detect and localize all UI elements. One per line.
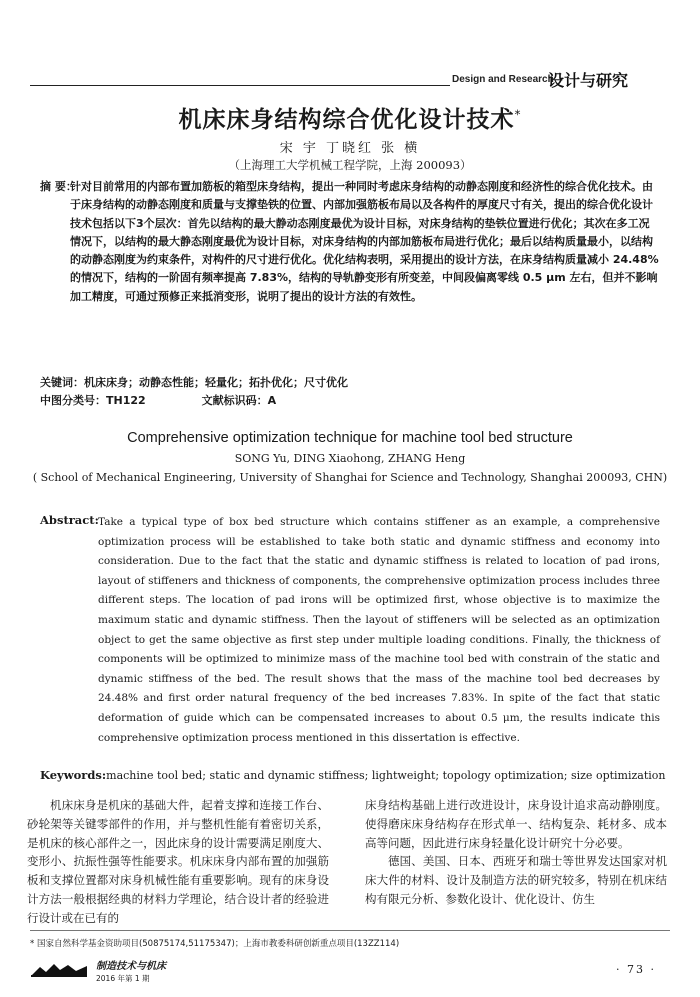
section-label-cn: 设计与研究 [548,71,629,90]
page-number: · 73 · [616,963,656,976]
body-column-right [365,796,667,909]
paper-title-text: 机床床身结构综合优化设计技术 [178,107,515,133]
paper-title-en: Comprehensive optimization technique for machine tool bed structure [127,430,573,446]
body-paragraph: 床身结构基础上进行改进设计，床身设计追求高动静刚度。使得磨床床身结构存在形式单一、结构复杂、耗材多、成本高等问题，因此进行床身轻量化设计研究十分必要。 [365,798,667,850]
affiliation-en: ( School of Mechanical Engineering, University of Shanghai for Science and Technology, Shanghai 200093, CHN) [32,471,668,484]
classification-row [40,392,276,408]
abstract-en-text: Take a typical type of box bed structure which contains stiffener as an example, a comprehensive optimization process will be established to take both static and dynamic stiffness and economy into consideration. Due to the fact that the static and dynamic stiffness is related to location of pad irons, layout of stiffeners and thickness of components, the comprehensive optimization process includes three different steps. The location of pad irons will be optimized first, whose objective is to maximize the maximum static and dynamic stiffness. Then the layout of stiffeners will be selected as an optimization object to get the same objective as first step under multiple loading conditions. Finally, the thickness of components will be optimized to minimize mass of the machine tool bed with constrain of the static and dynamic stiffness of the bed. The result shows that the mass of the machine tool bed decreases by 24.48% and first order natural frequency of the bed increases 7.83%. In spite of the fact that static deformation of guide which can be compensated increases to about 0.5 μm, the results indicate this comprehensive optimization process mentioned in this dissertation is effective. [98,516,660,744]
abstract-cn-label: 摘 要： [40,180,77,193]
paper-title-cn [0,101,700,134]
body-paragraph: 德国、美国、日本、西班牙和瑞士等世界发达国家对机床大件的材料、设计及制造方法的研究较多，特别在机床结构有限元分析、参数化设计、优化设计、仿生 [365,854,667,906]
keywords-en-label: Keywords: [40,768,107,782]
authors-en: SONG Yu, DING Xiaohong, ZHANG Heng [234,452,466,465]
abstract-cn-text: 针对目前常用的内部布置加筋板的箱型床身结构，提出一种同时考虑床身结构的动静态刚度和经济性的综合优化技术。由于床身结构的动静态刚度和质量与支撑垫铁的位置、内部加强筋板布局以及各构件的厚度尺寸有关，提出的综合优化设计技术包括以下3个层次：首先以结构的最大静动态刚度最优为设计目标，对床身结构的垫铁位置进行优化；其次在多工况情况下，以结构的最大静态刚度最优为设计目标，对床身结构的内部加筋板布局进行优化；最后以结构质量最小，以结构的动静态刚度为约束条件，对构件的尺寸进行优化。优化结构表明，采用提出的设计方法，在床身结构质量减小 24.48% 的情况下，结构的一阶固有频率提高 7.83%，结构的导轨静变形有所变差，中间段偏离零线 0.5 μm 左右，但并不影响加工精度，可通过预修正来抵消变形，说明了提出的设计方法的有效性。 [70,180,659,303]
header-rule [30,85,450,86]
title-footnote-mark: * [514,107,522,122]
clc-number: 中图分类号：TH122 [40,394,146,407]
keywords-en-text: machine tool bed; static and dynamic stiffness; lightweight; topology optimization; size optimization [106,769,666,782]
body-paragraph: 机床床身是机床的基础大件，起着支撑和连接工作台、砂轮架等关键零部件的作用，并与整机性能有着密切关系，是机床的核心部件之一，因此床身的设计需要满足刚度大、变形小、抗振性强等性能要求。机床床身内部布置的加强筋板和支撑位置都对床身机械性能有重要影响。现有的床身设计方法一般根据经典的材料力学理论，结合设计者的经验进行设计或在已有的 [27,798,329,925]
keywords-cn: 关键词：机床床身；动静态性能；轻量化；拓扑优化；尺寸优化 [40,376,348,389]
funding-footnote: * 国家自然科学基金资助项目(50875174,51175347)；上海市教委科研创新重点项目(13ZZ114) [30,939,400,949]
journal-name: 制造技术与机床 [96,961,166,972]
abstract-en-label: Abstract: [40,513,99,527]
section-label-en: Design and Research [452,74,554,85]
affiliation-cn: （上海理工大学机械工程学院，上海 200093） [228,158,472,172]
authors-cn: 宋 宇 丁晓红 张 横 [279,141,421,156]
abstract-cn [40,178,660,306]
body-column-left [27,796,329,928]
keywords-en [40,768,670,782]
footnote-rule [30,930,670,931]
journal-issue: 2016 年第 1 期 [96,974,150,983]
journal-logo-icon [30,962,88,978]
document-code: 文献标识码：A [201,394,277,407]
